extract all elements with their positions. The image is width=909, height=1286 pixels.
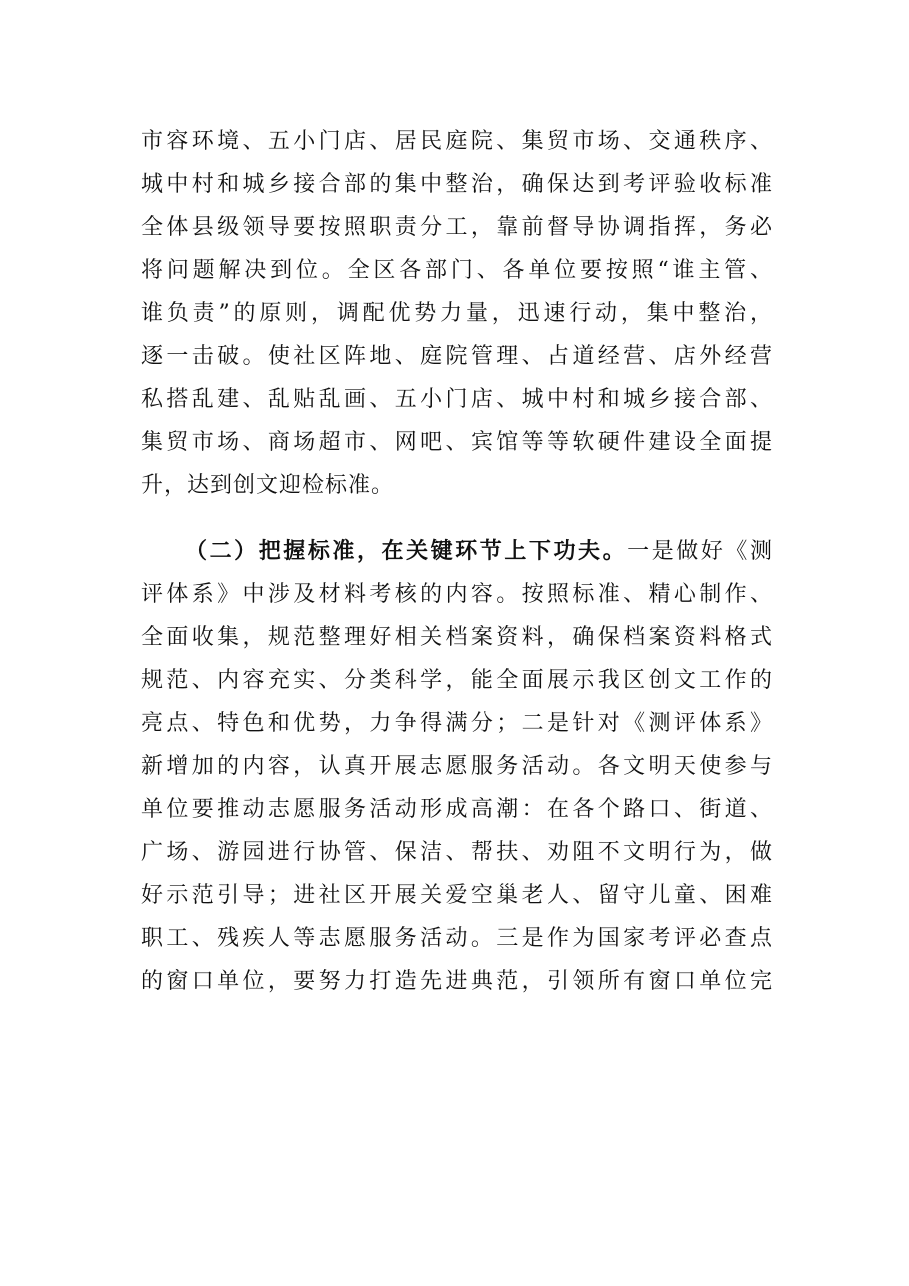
paragraph-line: 广场、游园进行协管、保洁、帮扶、劝阻不文明行为，做 bbox=[141, 840, 773, 865]
paragraph-line: 规范、内容充实、分类科学，能全面展示我区创文工作的 bbox=[141, 668, 773, 693]
paragraph-line: 将问题解决到位。全区各部门、各单位要按照“谁主管、 bbox=[141, 258, 773, 283]
paragraph-line: 的窗口单位，要努力打造先进典范，引领所有窗口单位完 bbox=[141, 969, 773, 994]
section-heading: （二）把握标准，在关键环节上下功夫。 bbox=[185, 539, 628, 564]
paragraph-line: 升，达到创文迎检标准。 bbox=[141, 473, 395, 498]
paragraph-line: 逐一击破。使社区阵地、庭院管理、占道经营、店外经营 bbox=[141, 344, 773, 369]
paragraph-line: 城中村和城乡接合部的集中整治，确保达到考评验收标准 bbox=[141, 172, 773, 197]
paragraph-line: 私搭乱建、乱贴乱画、五小门店、城中村和城乡接合部、 bbox=[141, 387, 773, 412]
paragraph-line: 职工、残疾人等志愿服务活动。三是作为国家考评必查点 bbox=[141, 926, 773, 951]
paragraph-line: 新增加的内容，认真开展志愿服务活动。各文明天使参与 bbox=[141, 754, 773, 779]
paragraph-line: 市容环境、五小门店、居民庭院、集贸市场、交通秩序、 bbox=[141, 129, 773, 154]
paragraph-line: 好示范引导；进社区开展关爱空巢老人、留守儿童、困难 bbox=[141, 883, 773, 908]
paragraph-text: 一是做好《测 bbox=[627, 539, 773, 564]
section-heading-line bbox=[185, 532, 773, 572]
paragraph-line: 集贸市场、商场超市、网吧、宾馆等等软硬件建设全面提 bbox=[141, 430, 773, 455]
paragraph-line: 谁负责”的原则，调配优势力量，迅速行动，集中整治， bbox=[141, 301, 773, 326]
paragraph-line: 评体系》中涉及材料考核的内容。按照标准、精心制作、 bbox=[141, 582, 773, 607]
paragraph-line: 单位要推动志愿服务活动形成高潮：在各个路口、街道、 bbox=[141, 797, 773, 822]
paragraph-line: 全体县级领导要按照职责分工，靠前督导协调指挥，务必 bbox=[141, 215, 773, 240]
paragraph-line: 全面收集，规范整理好相关档案资料，确保档案资料格式 bbox=[141, 625, 773, 650]
paragraph-line: 亮点、特色和优势，力争得满分；二是针对《测评体系》 bbox=[141, 711, 773, 736]
